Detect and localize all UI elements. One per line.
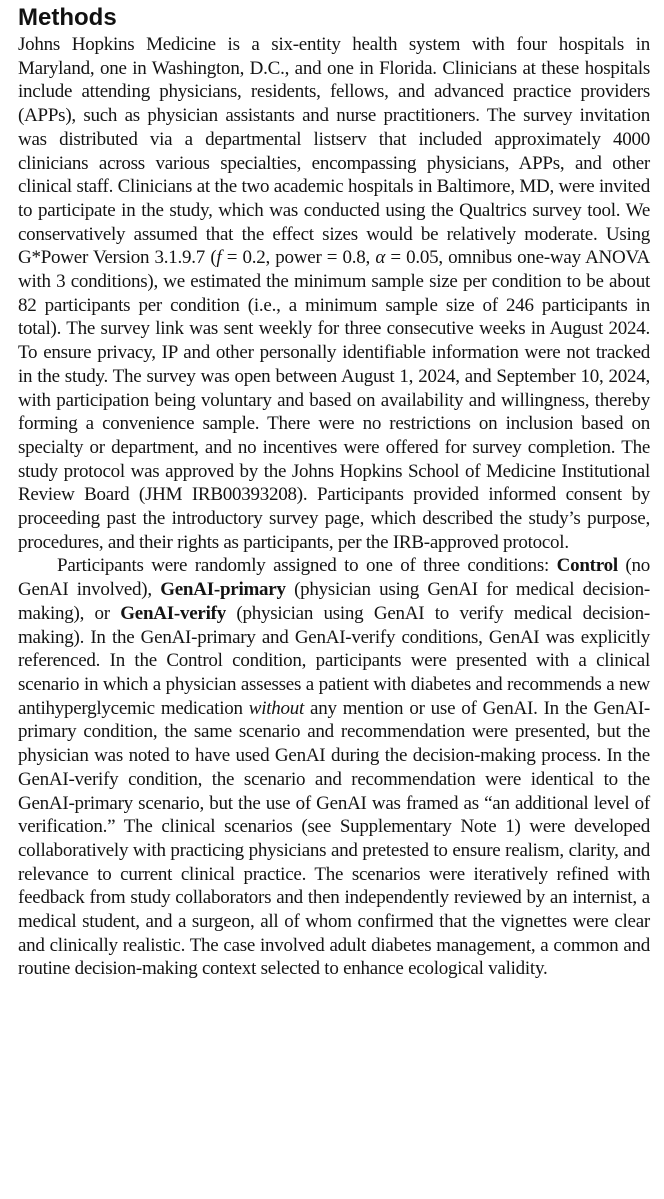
methods-section [18, 4, 650, 981]
paragraph-1-text-b: = 0.2, power = 0.8, [221, 247, 376, 269]
emphasis-without: without [248, 697, 305, 719]
condition-control: Control [556, 555, 618, 577]
alpha-symbol: α [375, 247, 386, 269]
paragraph-2 [18, 554, 650, 981]
paragraph-2-text-d: (physician using GenAI to verify medical decision-making). In the GenAI-primary and GenAI-verify conditions, GenAI was explicitly referenced. In the Control condition, participants were presented with a clinical scenario in which a physician assesses a patient with diabetes and recommends a new antihyperglycemic medication [18, 602, 650, 719]
paragraph-1 [18, 33, 650, 554]
paragraph-1-text-a: Johns Hopkins Medicine is a six-entity health system with four hospitals in Maryland, one in Washington, D.C., and one in Florida. Clinicians at these hospitals include attending physicians, residents, fellows, and advanced practice providers (APPs), such as physician assistants and nurse practitioners. The survey invitation was distributed via a departmental listserv that included approximately 4000 clinicians across various specialties, encompassing physicians, APPs, and other clinical staff. Clinicians at the two academic hospitals in Baltimore, MD, were invited to participate in the study, which was conducted using the Qualtrics survey tool. We conservatively assumed that the effect sizes would be relatively moderate. Using G*Power Version 3.1.9.7 ( [18, 34, 650, 269]
paragraph-2-text-b: (no GenAI involved), [18, 555, 650, 601]
paragraph-1-text-c: = 0.05, omnibus one-way ANOVA with 3 conditions), we estimated the minimum sample size per condition to be about 82 participants per condition (i.e., a minimum sample size of 246 participants in total). The survey link was sent weekly for three consecutive weeks in August 2024. To ensure privacy, IP and other personally identifiable information were not tracked in the study. The survey was open between August 1, 2024, and September 10, 2024, with participation being voluntary and based on availability and willingness, thereby forming a convenience sample. There were no restrictions on inclusion based on specialty or department, and no incentives were offered for survey completion. The study protocol was approved by the Johns Hopkins School of Medicine Institutional Review Board (JHM IRB00393208). Participants provided informed consent by proceeding past the introductory survey page, which described the study’s purpose, procedures, and their rights as participants, per the IRB-approved protocol. [18, 247, 650, 553]
condition-genai-verify: GenAI-verify [120, 602, 226, 624]
paragraph-2-text-e: any mention or use of GenAI. In the GenAI-primary condition, the same scenario and recommendation were presented, but the physician was noted to have used GenAI during the decision-making process. In the GenAI-verify condition, the scenario and recommendation were identical to the GenAI-primary scenario, but the use of GenAI was framed as “an additional level of verification.” The clinical scenarios (see Supplementary Note 1) were developed collaboratively with practicing physicians and pretested to ensure realism, clarity, and relevance to current clinical practice. The scenarios were iteratively refined with feedback from study collaborators and then independently reviewed by an internist, a medical student, and a surgeon, all of whom confirmed that the vignettes were clear and clinically realistic. The case involved adult diabetes management, a common and routine decision-making context selected to enhance ecological validity. [18, 697, 650, 980]
paragraph-2-text-c: (physician using GenAI for medical decision-making), or [18, 579, 650, 624]
effect-size-symbol: f [216, 247, 222, 269]
condition-genai-primary: GenAI-primary [160, 579, 286, 601]
paragraph-2-text-a: Participants were randomly assigned to one of three conditions: [57, 555, 557, 577]
section-heading: Methods [18, 4, 117, 31]
